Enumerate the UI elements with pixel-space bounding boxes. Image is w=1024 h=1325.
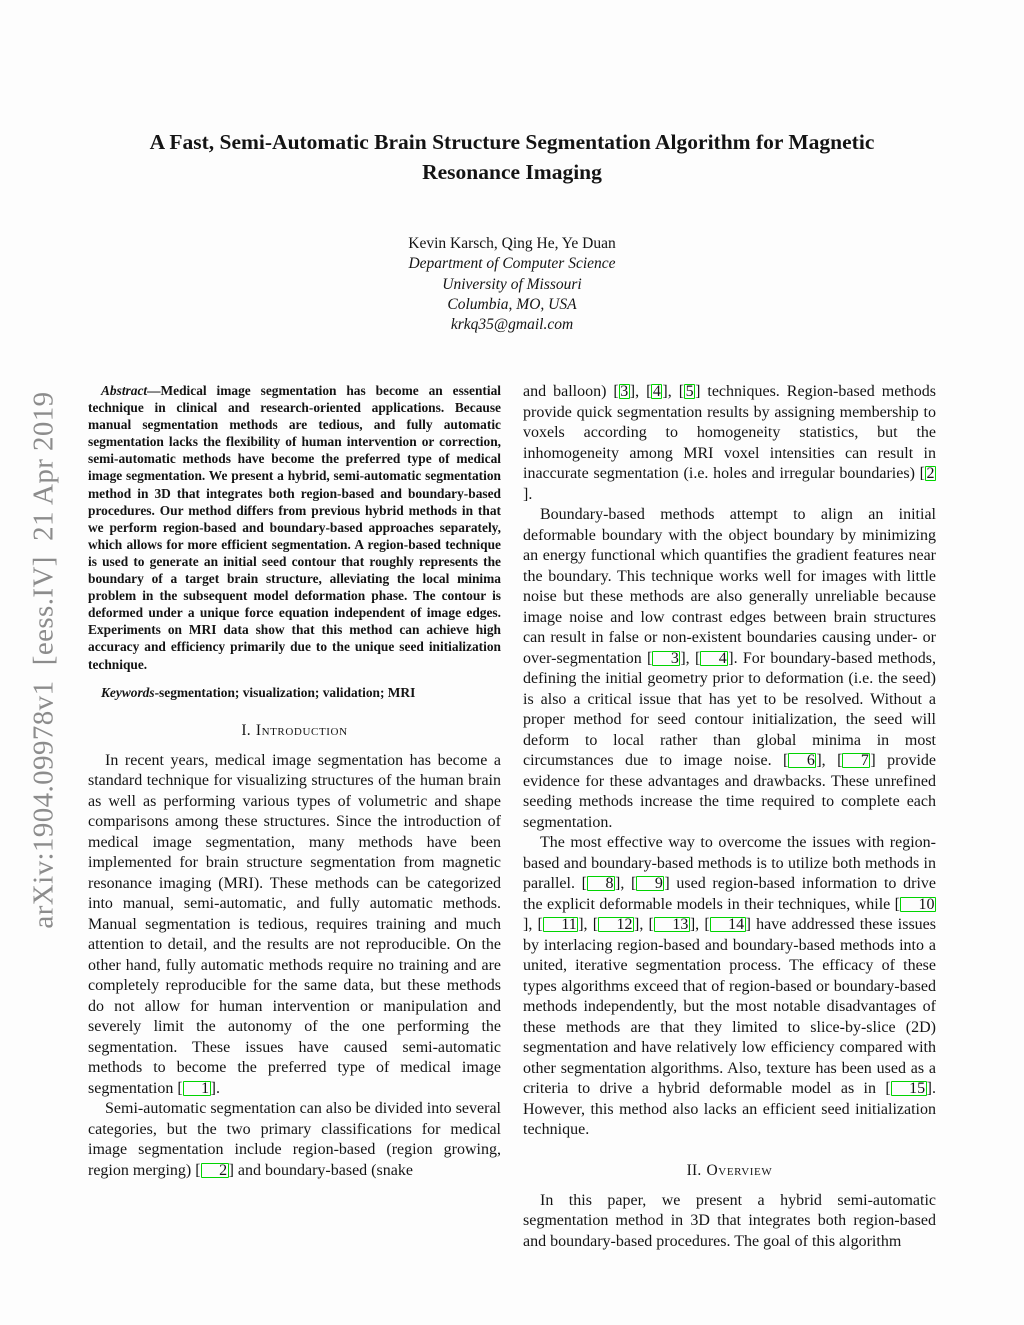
section-number: II. bbox=[686, 1161, 702, 1179]
citation-link[interactable]: 10 bbox=[900, 897, 936, 912]
section-heading-introduction bbox=[88, 722, 501, 740]
section-heading-overview bbox=[523, 1162, 936, 1180]
author-location: Columbia, MO, USA bbox=[447, 295, 577, 313]
citation-link[interactable]: 4 bbox=[652, 383, 661, 400]
two-column-body bbox=[88, 382, 936, 1252]
author-email: krkq35@gmail.com bbox=[450, 316, 574, 334]
paragraph-lead-word: Keywords bbox=[101, 684, 155, 700]
citation-link[interactable]: 1 bbox=[183, 1081, 211, 1096]
citation-link[interactable]: 9 bbox=[636, 876, 664, 891]
citation-link[interactable]: 8 bbox=[587, 876, 615, 891]
keywords-line: Keywords-segmentation; visualization; validation; MRI bbox=[101, 684, 416, 700]
citation-link[interactable]: 12 bbox=[598, 917, 634, 932]
section-title: Introduction bbox=[255, 721, 348, 739]
citation-link[interactable]: 13 bbox=[654, 917, 690, 932]
abstract-paragraph: Abstract—Medical image segmentation has become an essential technique in clinical and research-oriented applications. Because manual segmentation methods are tedious, and fully automatic segmentation lacks the flexibility of human intervention or correction, semi-automatic methods have become the preferred type of medical image segmentation. We present a hybrid, semi-automatic segmentation method in 3D that integrates both region-based and boundary-based procedures. Our method differs from previous hybrid methods in that we perform region-based and boundary-based approaches separately, which allows for more efficient segmentation. A region-based technique is used to generate an initial seed contour that roughly represents the boundary of a target brain structure, alleviating the local minima problem in the subsequent model deformation phase. The contour is deformed under a unique force equation independent of image edges. Experiments on MRI data show that this method can achieve high accuracy and efficiency primarily due to the unique seed initialization technique. bbox=[88, 383, 501, 672]
citation-link[interactable]: 3 bbox=[620, 383, 629, 400]
intro-paragraph-1: In recent years, medical image segmentation has become a standard technique for visualizing structures of the human brain as well as performing various types of volumetric and shape comparisons among these structures. Since the introduction of medical image segmentation, many methods have been implemented for brain structure segmentation from magnetic resonance imaging (MRI). These methods can be categorized into manual, semi-automatic, and fully automatic methods. Manual segmentation is tedious, requires training and much attention to detail, and the results are not reproducible. On the other hand, fully automatic methods require no training and are completely reproducible for the same data, but these methods do not allow for human intervention or manipulation and severely limit the autonomy of the one performing the segmentation. These issues have caused semi-automatic methods to become the preferred type of medical image segmentation [ 1]. bbox=[88, 751, 501, 1097]
left-column bbox=[88, 382, 501, 1252]
authors-block bbox=[0, 234, 1024, 335]
section-number: I. bbox=[241, 721, 251, 739]
citation-link[interactable]: 3 bbox=[652, 651, 680, 666]
citation-link[interactable]: 4 bbox=[700, 651, 728, 666]
author-department: Department of Computer Science bbox=[408, 255, 616, 273]
citation-link[interactable]: 6 bbox=[788, 753, 816, 768]
arxiv-watermark: arXiv:1904.09978v1 [eess.IV] 21 Apr 2019 bbox=[27, 391, 60, 929]
citation-link[interactable]: 14 bbox=[710, 917, 746, 932]
overview-paragraph-1: In this paper, we present a hybrid semi-automatic segmentation method in 3D that integrates both region-based and boundary-based procedures. The goal of this algorithm bbox=[523, 1191, 936, 1250]
citation-link[interactable]: 2 bbox=[926, 465, 935, 482]
citation-link[interactable]: 11 bbox=[543, 917, 578, 932]
author-names: Kevin Karsch, Qing He, Ye Duan bbox=[408, 235, 616, 252]
author-university: University of Missouri bbox=[442, 275, 582, 293]
right-column bbox=[523, 382, 936, 1252]
intro-paragraph-4: The most effective way to overcome the issues with region-based and boundary-based methods is to utilize both methods in parallel. [ 8], [ 9] used region-based information to drive the explicit deformable models in their techniques, while [ 10], [ 11], [ 12], [ 13], [ 14] have addressed these issues by interlacing region-based and boundary-based methods into a united, iterative segmentation process. The efficacy of these types algorithms exceed that of region-based or boundary-based methods independently, but the most notable disadvantages of these methods are that they limited to slice-by-slice (2D) segmentation and have relatively low efficiency compared with other segmentation algorithms. Also, texture has been used as a criteria to drive a hybrid deformable model as in [ 15]. However, this method also lacks an efficient seed initialization technique. bbox=[523, 834, 937, 1138]
paragraph-lead-word: Abstract bbox=[101, 383, 148, 398]
citation-link[interactable]: 5 bbox=[685, 383, 694, 400]
citation-link[interactable]: 7 bbox=[842, 753, 870, 768]
intro-paragraph-2-continued: and balloon) [3], [4], [5] techniques. Region-based methods provide quick segmentation results by assigning membership to voxels according to homogeneity statistics, but the inhomogeneity among MRI voxel intensities can result in inaccurate segmentation (i.e. holes and irregular boundaries) [2]. bbox=[523, 383, 937, 503]
citation-link[interactable]: 2 bbox=[201, 1163, 229, 1178]
citation-link[interactable]: 15 bbox=[891, 1081, 927, 1096]
intro-paragraph-3: Boundary-based methods attempt to align an initial deformable boundary with the object boundary by minimizing an energy functional which quantifies the gradient features near the boundary. This technique works well for images with little noise but these methods are also generally unreliable because image noise and low contrast edges between brain structures can result in false or non-existent boundaries causing under- or over-segmentation [ 3], [ 4]. For boundary-based methods, defining the initial geometry prior to deformation (i.e. the seed) is also a critical issue that has yet to be resolved. Without a proper method for seed contour initialization, the seed will deform to local rather than global minima in most circumstances due to image noise. [ 6], [ 7] provide evidence for these advantages and drawbacks. These unrefined seeding methods increase the time required to complete each segmentation. bbox=[523, 506, 937, 831]
paper-title: A Fast, Semi-Automatic Brain Structure Segmentation Algorithm for Magnetic Resonance Imaging bbox=[149, 130, 875, 184]
intro-paragraph-2: Semi-automatic segmentation can also be divided into several categories, but the two primary classifications for medical image segmentation include region-based (region growing, region merging) [ 2] and boundary-based (snake bbox=[88, 1100, 501, 1179]
section-title: Overview bbox=[706, 1161, 773, 1179]
